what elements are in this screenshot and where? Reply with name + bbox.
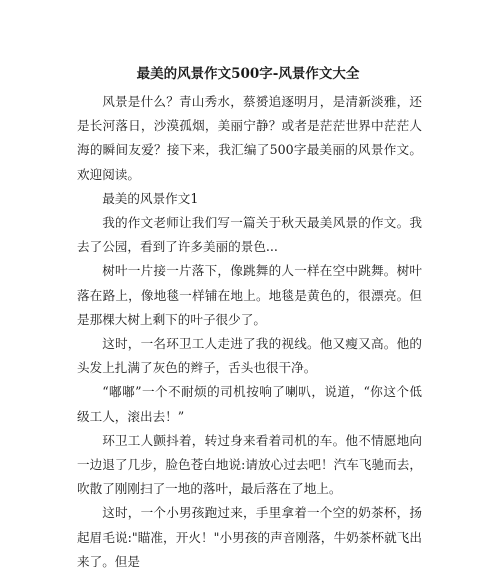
paragraph: 这时，一个小男孩跑过来，手里拿着一个空的奶茶杯，扬起眉毛说:"瞄准，开火！"小男孩的声音刚落，牛奶茶杯就飞出来了。但是 bbox=[77, 505, 422, 569]
paragraph-intro: 风景是什么？青山秀水，蔡赟追逐明月，是清新淡雅，还是长河落日，沙漠孤烟，美丽宁静？或者是茫茫世界中茫茫人海的瞬间友爱？接下来，我汇编了500字最美丽的风景作文。欢迎阅读。 bbox=[77, 94, 422, 182]
paragraph: “嘟嘟”一个不耐烦的司机按响了喇叭，说道，“你这个低级工人，滚出去！” bbox=[77, 384, 422, 424]
paragraph: 树叶一片接一片落下，像跳舞的人一样在空中跳舞。树叶落在路上，像地毯一样铺在地上。地毯是黄色的，很漂亮。但是那棵大树上剩下的叶子很少了。 bbox=[77, 263, 422, 327]
document-title: 最美的风景作文500字-风景作文大全 bbox=[136, 66, 360, 82]
paragraph: 我的作文老师让我们写一篇关于秋天最美风景的作文。我去了公园，看到了许多美丽的景色... bbox=[77, 215, 422, 255]
paragraph: 环卫工人颤抖着，转过身来看着司机的车。他不情愿地向一边退了几步，脸色苍白地说:请放心过去吧！汽车飞驰而去，吹散了刚刚扫了一地的落叶，最后落在了地上。 bbox=[77, 432, 422, 497]
section-heading: 最美的风景作文1 bbox=[102, 190, 199, 206]
document-body bbox=[77, 90, 422, 574]
paragraph: 这时，一名环卫工人走进了我的视线。他又瘦又高。他的头发上扎满了灰色的辫子，舌头也很干净。 bbox=[77, 336, 422, 376]
